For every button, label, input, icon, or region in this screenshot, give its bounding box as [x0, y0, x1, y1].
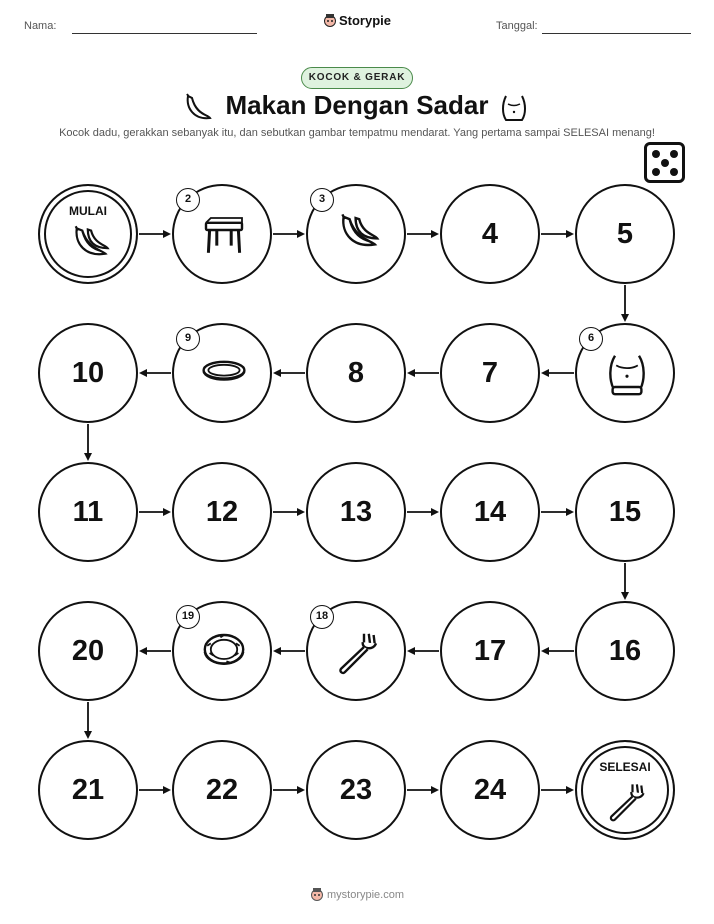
- board-space-3[interactable]: [306, 184, 406, 284]
- board-space-11[interactable]: [38, 462, 138, 562]
- board-space-18[interactable]: [306, 601, 406, 701]
- path-arrow: [139, 230, 171, 238]
- finish-space[interactable]: [575, 740, 675, 840]
- path-arrow: [621, 563, 629, 600]
- board-space-21[interactable]: [38, 740, 138, 840]
- space-number-badge: 2: [176, 188, 200, 212]
- path-arrow: [407, 508, 439, 516]
- path-arrow: [541, 230, 574, 238]
- board-space-4[interactable]: [440, 184, 540, 284]
- path-arrow: [407, 369, 439, 377]
- start-label: MULAI: [69, 204, 107, 218]
- path-arrow: [84, 702, 92, 739]
- space-number: 24: [473, 773, 507, 806]
- start-space[interactable]: [38, 184, 138, 284]
- space-number: 12: [205, 495, 239, 528]
- path-arrow: [407, 786, 439, 794]
- board-space-6[interactable]: [575, 323, 675, 423]
- path-arrow: [541, 647, 574, 655]
- board-space-14[interactable]: [440, 462, 540, 562]
- board-space-17[interactable]: [440, 601, 540, 701]
- mascot-icon: [310, 887, 324, 901]
- footer-url[interactable]: mystorypie.com: [326, 889, 405, 901]
- page-title: Makan Dengan Sadar: [225, 90, 489, 120]
- board-space-5[interactable]: [575, 184, 675, 284]
- board-space-7[interactable]: [440, 323, 540, 423]
- space-number: 15: [608, 495, 642, 528]
- path-arrow: [621, 285, 629, 322]
- path-arrow: [407, 647, 439, 655]
- path-arrow: [273, 786, 305, 794]
- path-arrow: [273, 647, 305, 655]
- space-number: 4: [481, 217, 499, 250]
- date-label: Tanggal:: [496, 20, 538, 32]
- footer: [0, 887, 714, 901]
- space-number: 16: [608, 634, 642, 667]
- board-space-16[interactable]: [575, 601, 675, 701]
- space-number-badge: 19: [176, 605, 200, 629]
- belly-icon: [603, 351, 651, 399]
- banana-icon: [334, 212, 382, 260]
- space-number-badge: 3: [310, 188, 334, 212]
- path-arrow: [139, 369, 171, 377]
- space-number: 7: [481, 356, 499, 389]
- bowl-icon: [200, 351, 248, 399]
- space-number-badge: 9: [176, 327, 200, 351]
- path-arrow: [84, 424, 92, 461]
- path-arrow: [273, 230, 305, 238]
- path-arrow: [273, 508, 305, 516]
- path-arrow: [541, 786, 574, 794]
- path-arrow: [407, 230, 439, 238]
- board-space-9[interactable]: [172, 323, 272, 423]
- space-number: 22: [205, 773, 239, 806]
- name-label: Nama:: [24, 20, 57, 32]
- fork-icon: [605, 780, 649, 824]
- path-arrow: [273, 369, 305, 377]
- board-space-19[interactable]: [172, 601, 272, 701]
- pie-icon: [200, 629, 248, 677]
- space-number: 21: [71, 773, 105, 806]
- path-arrow: [541, 508, 574, 516]
- board-space-2[interactable]: [172, 184, 272, 284]
- board-space-15[interactable]: [575, 462, 675, 562]
- space-number: 17: [473, 634, 507, 667]
- space-number: 8: [347, 356, 365, 389]
- space-number: 14: [473, 495, 507, 528]
- board-space-22[interactable]: [172, 740, 272, 840]
- stool-icon: [200, 212, 248, 260]
- space-number: 11: [72, 495, 104, 528]
- category-badge: KOCOK & GERAK: [301, 67, 413, 89]
- board-space-23[interactable]: [306, 740, 406, 840]
- board-space-10[interactable]: [38, 323, 138, 423]
- board-space-24[interactable]: [440, 740, 540, 840]
- space-number: 20: [71, 634, 105, 667]
- space-number: 13: [339, 495, 373, 528]
- space-number: 5: [616, 217, 634, 250]
- path-arrow: [139, 786, 171, 794]
- space-number: 10: [71, 356, 105, 389]
- board-space-12[interactable]: [172, 462, 272, 562]
- brand-name: Storypie: [338, 13, 391, 28]
- path-arrow: [139, 508, 171, 516]
- finish-label: SELESAI: [599, 760, 651, 774]
- board-space-8[interactable]: [306, 323, 406, 423]
- board-space-20[interactable]: [38, 601, 138, 701]
- instructions: Kocok dadu, gerakkan sebanyak itu, dan sebutkan gambar tempatmu mendarat. Yang pertama sampai SELESAI menang!: [59, 127, 655, 139]
- banana-icon: [68, 224, 112, 268]
- fork-icon: [334, 629, 382, 677]
- space-number-badge: 18: [310, 605, 334, 629]
- board-space-13[interactable]: [306, 462, 406, 562]
- space-number-badge: 6: [579, 327, 603, 351]
- space-number: 23: [339, 773, 373, 806]
- path-arrow: [139, 647, 171, 655]
- path-arrow: [541, 369, 574, 377]
